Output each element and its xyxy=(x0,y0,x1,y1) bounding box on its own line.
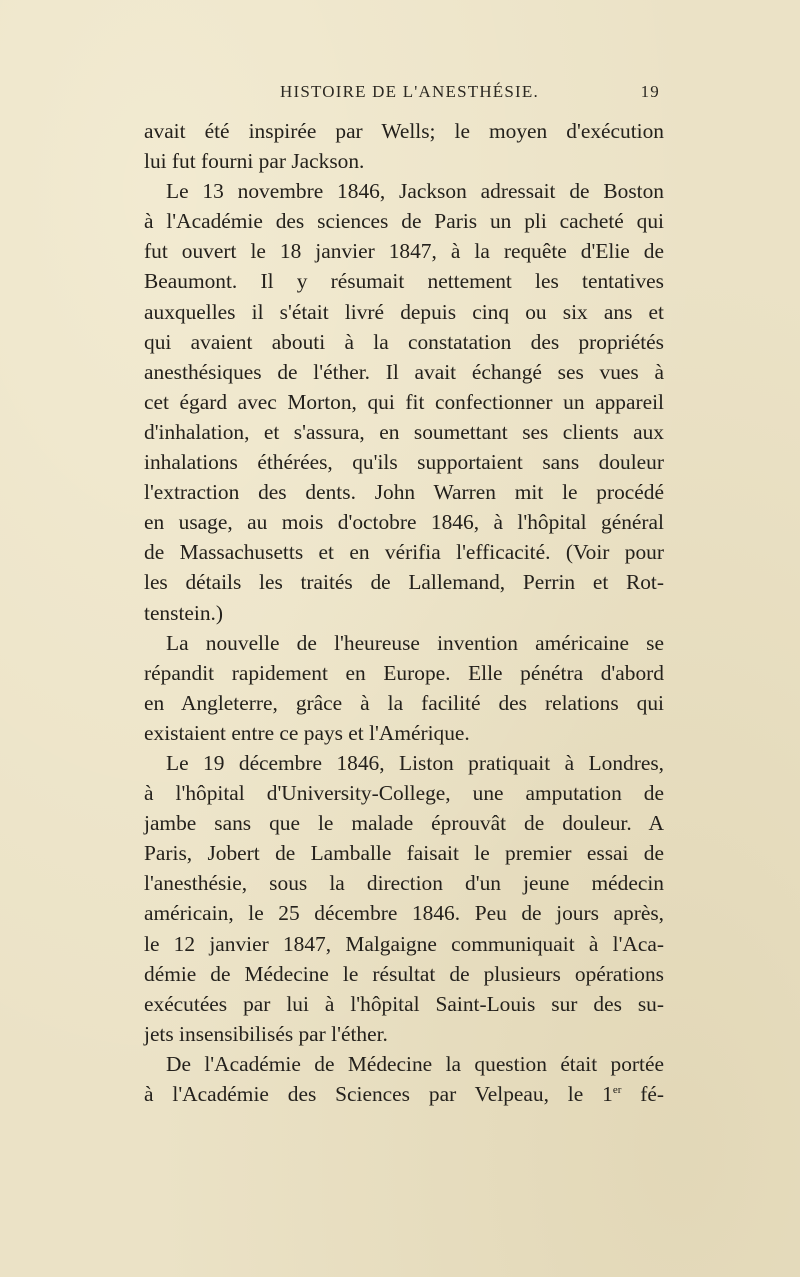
text-line: tenstein.) xyxy=(144,600,224,625)
text-line: jambe sans que le malade éprouvât de douleur. A xyxy=(144,811,664,836)
final-line-end: fé- xyxy=(621,1082,664,1106)
text-line: Le 13 novembre 1846, Jackson adressait de Boston xyxy=(166,179,664,204)
text-line: Le 19 décembre 1846, Liston pratiquait à Londres, xyxy=(166,750,664,775)
text-line: fut ouvert le 18 janvier 1847, à la requête d'Elie de xyxy=(144,239,664,264)
text-line: à l'Académie des sciences de Paris un pli cacheté qui xyxy=(144,209,664,234)
text-line: avait été inspirée par Wells; le moyen d'exécution xyxy=(144,119,664,143)
text-line: à l'hôpital d'University-College, une amputation de xyxy=(144,781,664,806)
text-line-final xyxy=(144,1079,664,1109)
text-line: en usage, au mois d'octobre 1846, à l'hôpital général xyxy=(144,510,664,535)
final-line-text: à l'Académie des Sciences par Velpeau, le 1 xyxy=(144,1082,613,1106)
page-number: 19 xyxy=(640,82,660,101)
text-line: l'anesthésie, sous la direction d'un jeune médecin xyxy=(144,871,664,896)
text-line: Paris, Jobert de Lamballe faisait le premier essai de xyxy=(144,841,664,866)
ordinal-superscript: er xyxy=(612,1084,622,1096)
text-line: cet égard avec Morton, qui fit confectionner un appareil xyxy=(144,389,664,414)
body-text xyxy=(144,116,664,1109)
text-line: répandit rapidement en Europe. Elle pénétra d'abord xyxy=(144,660,664,685)
text-line: en Angleterre, grâce à la facilité des relations qui xyxy=(144,690,664,715)
text-line: lui fut fourni par Jackson. xyxy=(144,149,365,174)
text-line: auxquelles il s'était livré depuis cinq ou six ans et xyxy=(144,299,664,324)
text-line: inhalations éthérées, qu'ils supportaient sans douleur xyxy=(144,450,664,475)
text-line: qui avaient abouti à la constatation des propriétés xyxy=(144,329,664,354)
running-title: HISTOIRE DE L'ANESTHÉSIE. xyxy=(280,82,539,101)
text-line: Beaumont. Il y résumait nettement les tentatives xyxy=(144,269,664,294)
text-line: jets insensibilisés par l'éther. xyxy=(144,1021,388,1046)
text-line: d'inhalation, et s'assura, en soumettant ses clients aux xyxy=(144,419,664,444)
text-line: l'extraction des dents. John Warren mit le procédé xyxy=(144,480,664,505)
text-line: les détails les traités de Lallemand, Perrin et Rot- xyxy=(144,570,664,595)
text-line: le 12 janvier 1847, Malgaigne communiquait à l'Aca- xyxy=(144,931,664,956)
text-line: de Massachusetts et en vérifia l'efficacité. (Voir pour xyxy=(144,540,664,565)
text-line: La nouvelle de l'heureuse invention américaine se xyxy=(166,630,664,655)
text-line: De l'Académie de Médecine la question était portée xyxy=(166,1051,664,1076)
text-line: démie de Médecine le résultat de plusieurs opérations xyxy=(144,961,664,986)
text-line: américain, le 25 décembre 1846. Peu de jours après, xyxy=(144,901,664,926)
text-line: exécutées par lui à l'hôpital Saint-Louis sur des su- xyxy=(144,991,664,1016)
text-line: anesthésiques de l'éther. Il avait échangé ses vues à xyxy=(144,359,664,384)
text-line: existaient entre ce pays et l'Amérique. xyxy=(144,720,470,745)
